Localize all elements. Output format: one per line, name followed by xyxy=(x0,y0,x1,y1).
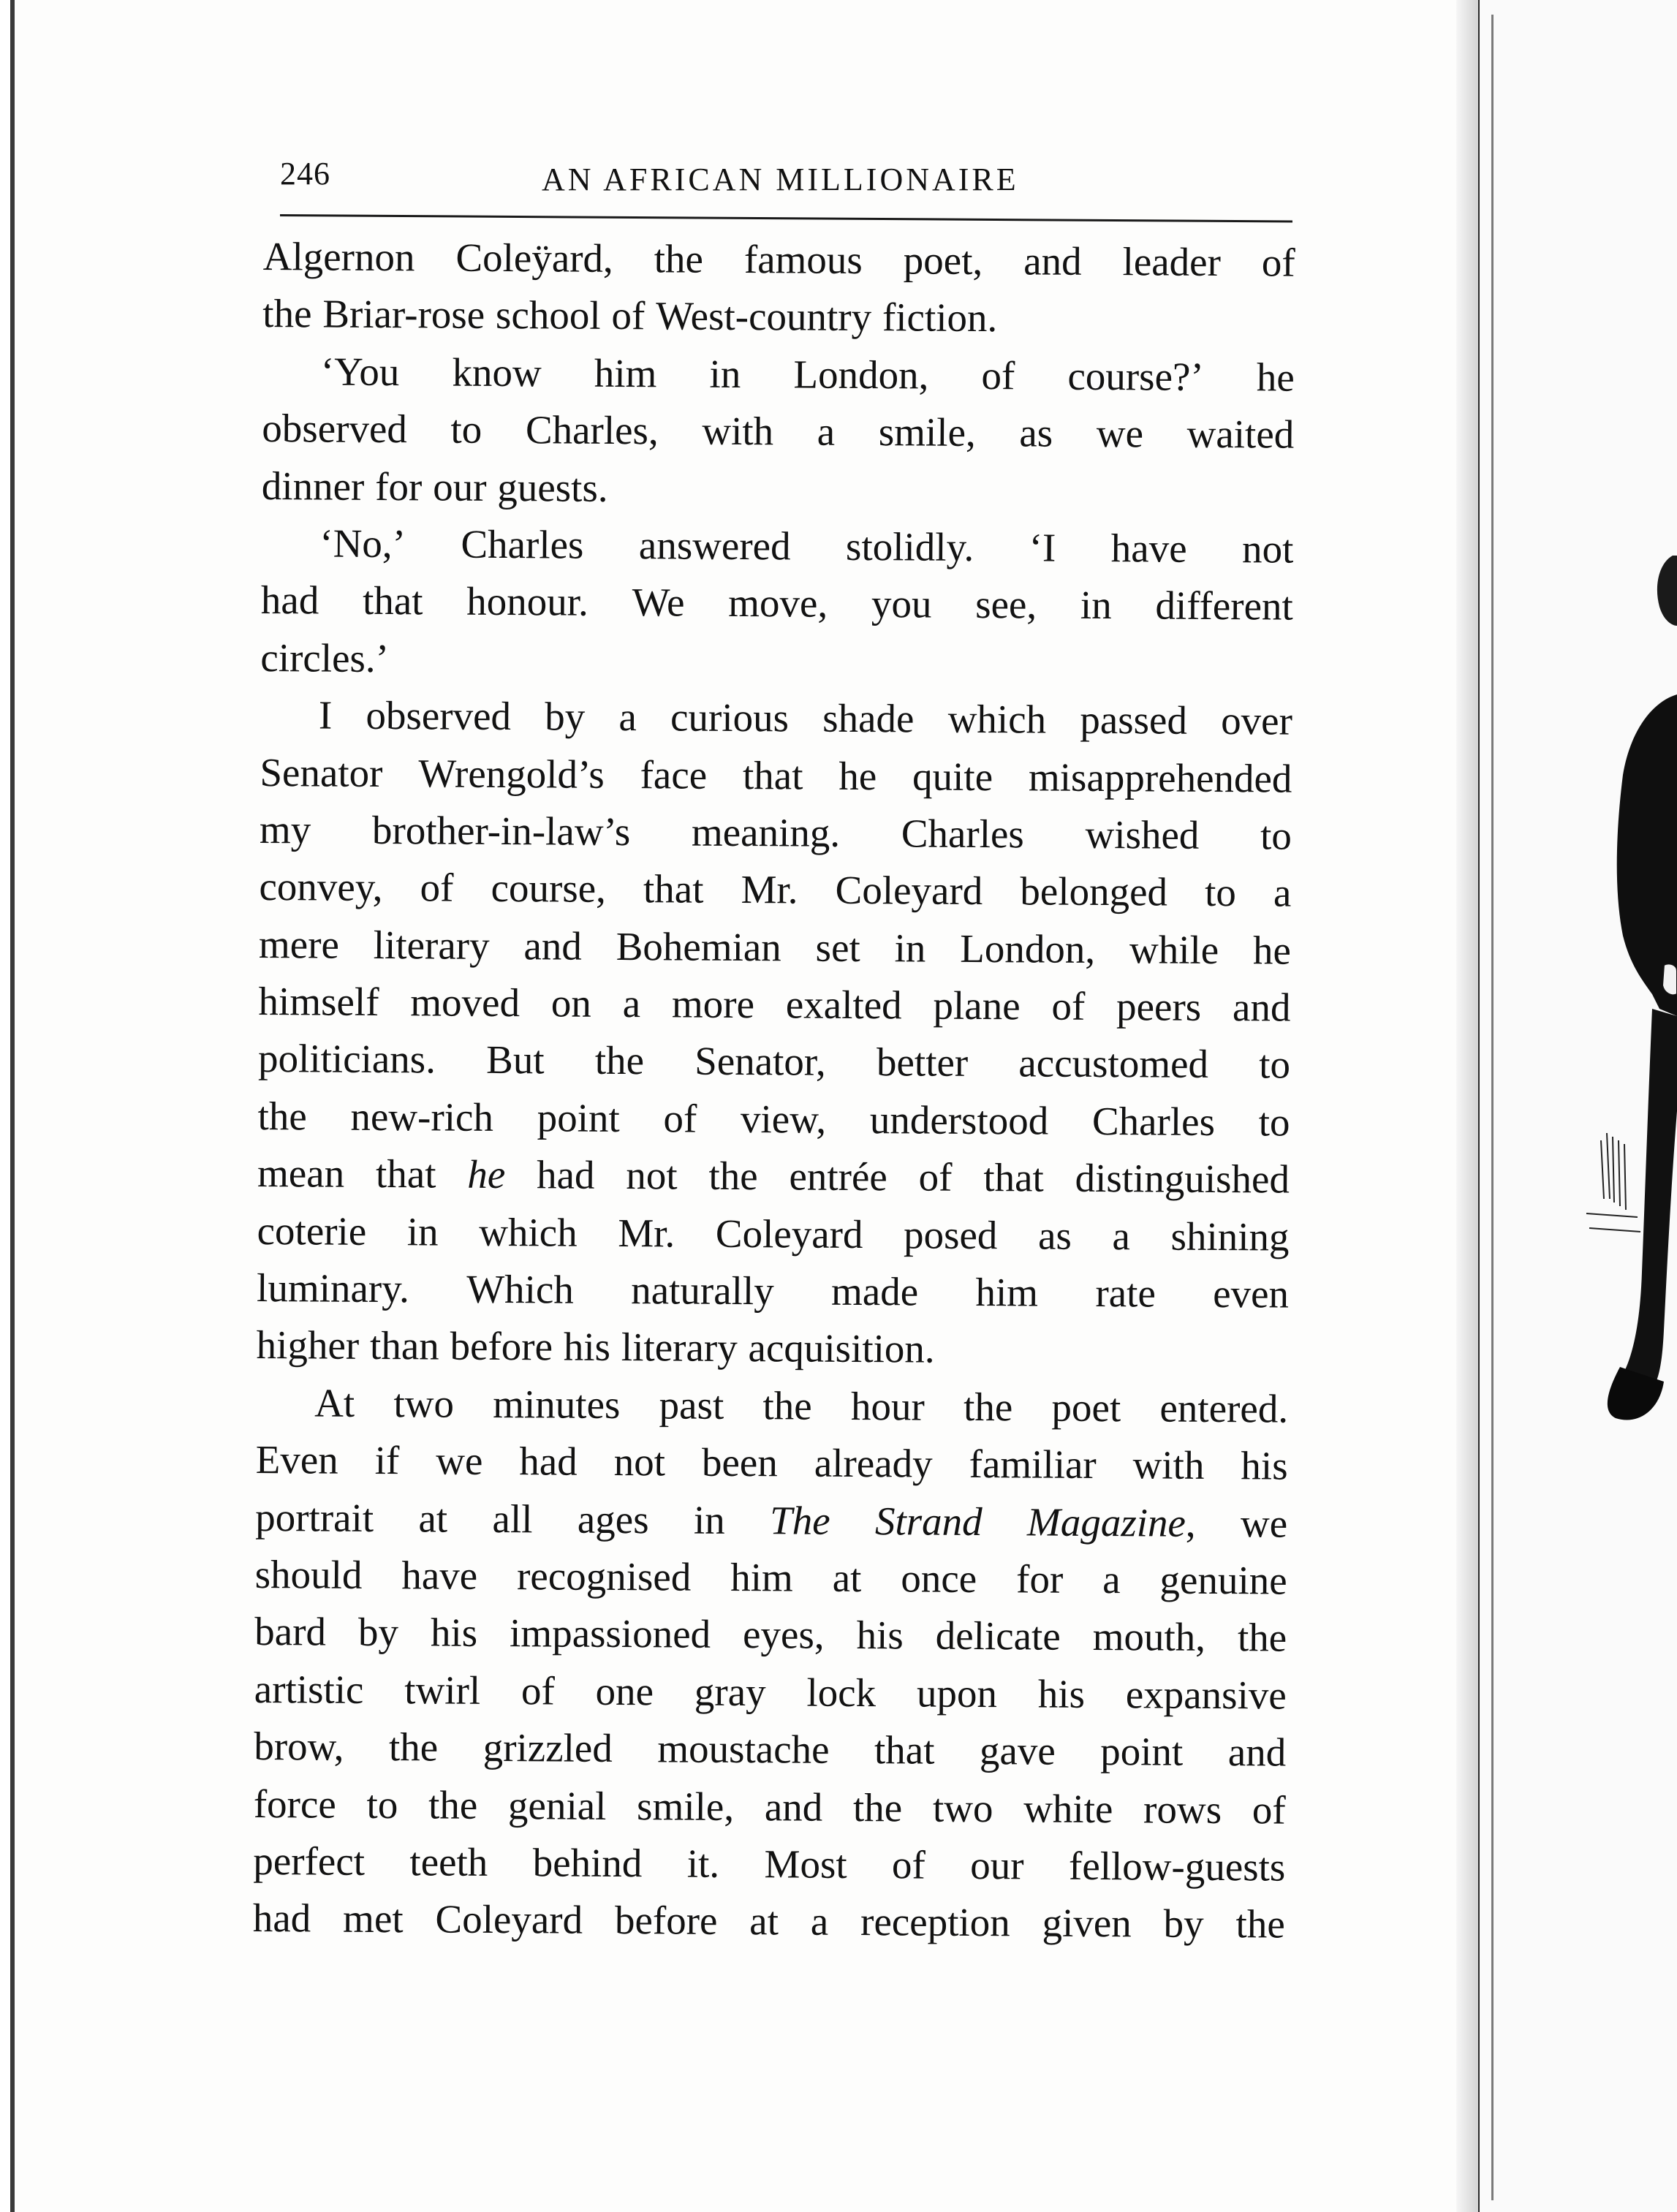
word: rows xyxy=(1143,1786,1222,1832)
word: Mr. xyxy=(618,1210,675,1256)
text-line xyxy=(261,515,1293,578)
text-line xyxy=(255,1546,1287,1610)
word: the xyxy=(1237,1615,1287,1660)
word: reception xyxy=(860,1899,1010,1945)
word: ‘No,’ xyxy=(319,520,406,567)
word: not xyxy=(613,1439,666,1485)
word: London, xyxy=(793,352,929,398)
word: should xyxy=(254,1551,363,1597)
word: convey, xyxy=(259,864,383,910)
word: for xyxy=(375,463,423,509)
word: on xyxy=(550,980,592,1026)
word: stolidly. xyxy=(845,523,974,569)
text-line xyxy=(255,1489,1287,1553)
running-title: AN AFRICAN MILLIONAIRE xyxy=(542,162,1019,197)
text-line xyxy=(260,744,1292,808)
word: Coleÿard, xyxy=(455,235,613,281)
word: exalted xyxy=(785,982,902,1028)
word: naturally xyxy=(631,1268,774,1314)
word: recognised xyxy=(516,1553,692,1599)
word: in xyxy=(894,925,926,971)
word: our xyxy=(970,1842,1024,1888)
word: Mr. xyxy=(741,867,798,912)
word: while xyxy=(1129,926,1219,972)
word: different xyxy=(1155,583,1293,629)
word: Strand xyxy=(874,1498,983,1544)
word: at xyxy=(418,1495,448,1541)
word: all xyxy=(492,1496,533,1541)
word: know xyxy=(452,349,542,395)
word: dinner xyxy=(261,463,365,509)
word: and xyxy=(523,923,583,969)
word: one xyxy=(595,1668,654,1714)
word: answered xyxy=(638,523,791,569)
word: point xyxy=(1100,1729,1184,1774)
word: that xyxy=(742,752,803,798)
word: with xyxy=(702,408,774,454)
word: by xyxy=(545,694,586,739)
page-number: 246 xyxy=(280,156,330,192)
word: to xyxy=(1259,1042,1291,1088)
word: genial xyxy=(507,1782,607,1828)
word: higher xyxy=(256,1322,360,1368)
text-line xyxy=(256,1317,1288,1380)
word: Bohemian xyxy=(616,923,781,970)
word: new-rich xyxy=(350,1094,494,1140)
word: that xyxy=(362,578,423,624)
word: expansive xyxy=(1125,1672,1287,1718)
word: that xyxy=(643,866,704,912)
word: he xyxy=(467,1151,506,1197)
word: London, xyxy=(960,925,1096,971)
word: Charles xyxy=(1091,1098,1216,1144)
word: genuine xyxy=(1159,1557,1287,1603)
word: posed xyxy=(903,1212,998,1257)
text-line xyxy=(260,629,1292,693)
word: leader xyxy=(1122,239,1222,285)
word: the xyxy=(428,1781,478,1827)
word: not xyxy=(626,1153,678,1198)
word: Charles xyxy=(901,811,1025,857)
word: of xyxy=(663,1096,697,1141)
word: that xyxy=(983,1155,1044,1200)
word: gray xyxy=(694,1669,766,1715)
text-line xyxy=(256,1374,1288,1438)
word: upon xyxy=(916,1670,998,1716)
word: hour xyxy=(850,1383,925,1429)
word: him xyxy=(594,350,657,396)
word: Algernon xyxy=(262,233,415,280)
word: twirl xyxy=(404,1667,481,1713)
word: you xyxy=(871,581,932,626)
word: behind xyxy=(532,1840,643,1886)
word: portrait xyxy=(255,1494,374,1540)
word: We xyxy=(632,580,685,625)
word: if xyxy=(374,1438,400,1483)
word: acquisition. xyxy=(748,1325,935,1372)
word: But xyxy=(485,1037,545,1083)
word: him xyxy=(730,1554,794,1600)
text-line xyxy=(255,1431,1287,1495)
text-line xyxy=(262,458,1294,521)
word: to xyxy=(1204,870,1237,915)
word: poet xyxy=(1051,1385,1121,1431)
word: Charles, xyxy=(525,407,659,453)
word: my xyxy=(259,806,311,852)
word: belonged xyxy=(1020,868,1168,914)
word: past xyxy=(659,1382,724,1428)
word: entered. xyxy=(1159,1385,1289,1431)
word: had xyxy=(536,1152,595,1198)
word: more xyxy=(671,981,755,1027)
text-line xyxy=(259,916,1291,980)
word: view, xyxy=(740,1096,827,1142)
text-line xyxy=(254,1718,1286,1781)
word: a xyxy=(622,981,641,1026)
word: already xyxy=(814,1440,933,1486)
word: he xyxy=(1252,927,1292,973)
word: made xyxy=(830,1268,919,1314)
word: move, xyxy=(728,580,828,626)
word: the xyxy=(852,1784,903,1830)
word: his xyxy=(1241,1443,1288,1488)
word: distinguished xyxy=(1075,1156,1290,1202)
word: over xyxy=(1220,698,1293,743)
word: met xyxy=(342,1896,404,1942)
word: curious xyxy=(670,694,790,741)
word: school xyxy=(495,292,601,338)
word: eyes, xyxy=(742,1612,825,1658)
word: literary xyxy=(621,1325,738,1371)
word: the xyxy=(594,1038,645,1083)
word: to xyxy=(1258,1099,1290,1145)
word: in xyxy=(1080,583,1112,628)
word: ‘You xyxy=(320,349,400,394)
text-line xyxy=(261,572,1293,635)
word: famous xyxy=(743,237,863,283)
word: as xyxy=(1037,1213,1072,1258)
word: passed xyxy=(1080,697,1188,743)
text-line xyxy=(257,1202,1289,1266)
word: we xyxy=(1096,411,1144,456)
facing-page-edge xyxy=(1491,15,1494,2200)
text-line xyxy=(254,1661,1287,1724)
text-line xyxy=(253,1833,1285,1896)
word: the xyxy=(762,1383,812,1428)
word: had xyxy=(519,1439,578,1484)
text-line xyxy=(257,1260,1289,1323)
word: and xyxy=(1232,985,1291,1030)
word: Which xyxy=(466,1266,575,1312)
word: minutes xyxy=(493,1381,621,1427)
word: teeth xyxy=(409,1839,488,1885)
word: a xyxy=(810,1898,829,1944)
word: fiction. xyxy=(882,295,998,341)
word: literary xyxy=(373,922,490,968)
text-line xyxy=(259,858,1291,922)
word: the xyxy=(654,236,704,281)
word: which xyxy=(947,696,1047,742)
word: West-country xyxy=(655,293,872,340)
word: Briar-rose xyxy=(322,291,485,338)
word: accustomed xyxy=(1018,1040,1209,1087)
word: bard xyxy=(254,1609,327,1654)
text-line xyxy=(258,973,1290,1037)
word: peers xyxy=(1116,984,1202,1029)
word: smile, xyxy=(636,1783,735,1829)
word: of xyxy=(1261,240,1295,285)
word: The xyxy=(769,1497,830,1543)
word: in xyxy=(406,1208,439,1254)
word: that xyxy=(375,1151,436,1197)
word: by xyxy=(357,1610,399,1655)
word: by xyxy=(1163,1901,1204,1947)
word: have xyxy=(1110,526,1187,571)
word: for xyxy=(1015,1556,1064,1602)
word: coterie xyxy=(257,1208,367,1254)
text-line xyxy=(257,1088,1290,1151)
word: misapprehended xyxy=(1028,754,1292,801)
word: brow, xyxy=(254,1724,344,1769)
word: better xyxy=(876,1039,969,1086)
word: to xyxy=(366,1781,398,1827)
word: honour. xyxy=(466,579,589,625)
word: force xyxy=(253,1781,336,1827)
word: poet, xyxy=(903,238,983,284)
word: Coleyard xyxy=(715,1211,863,1257)
word: that xyxy=(874,1727,935,1773)
word: face xyxy=(640,751,708,798)
word: At xyxy=(314,1380,355,1425)
word: Wrengold’s xyxy=(418,750,605,797)
word: course, xyxy=(491,866,607,912)
word: of xyxy=(611,293,646,338)
word: plane xyxy=(933,982,1021,1029)
word: familiar xyxy=(969,1442,1097,1488)
word: the xyxy=(708,1153,758,1199)
word: the xyxy=(388,1724,439,1770)
word: grizzled xyxy=(482,1725,613,1771)
word: shade xyxy=(822,695,915,741)
word: which xyxy=(479,1209,578,1255)
word: I xyxy=(318,692,333,738)
word: before xyxy=(614,1898,718,1944)
text-line xyxy=(257,1145,1290,1208)
word: him xyxy=(975,1270,1039,1315)
word: his xyxy=(563,1324,611,1370)
text-line xyxy=(262,400,1294,463)
word: to xyxy=(1260,813,1292,858)
word: Coleyard xyxy=(835,868,983,914)
word: Coleyard xyxy=(435,1896,583,1943)
text-line xyxy=(262,285,1295,349)
word: circles.’ xyxy=(260,635,390,681)
word: smile, xyxy=(878,409,976,455)
word: moustache xyxy=(657,1726,830,1772)
word: been xyxy=(701,1439,779,1485)
word: his xyxy=(1037,1671,1086,1716)
word: shining xyxy=(1170,1213,1290,1260)
word: before xyxy=(450,1324,553,1369)
word: brother-in-law’s xyxy=(371,807,631,854)
word: gave xyxy=(979,1728,1056,1773)
word: Magazine, xyxy=(1026,1499,1196,1545)
text-line xyxy=(253,1890,1285,1953)
text-line xyxy=(263,228,1295,292)
word: of xyxy=(1252,1787,1286,1833)
word: we xyxy=(436,1438,483,1484)
word: mere xyxy=(258,921,340,967)
word: course?’ xyxy=(1067,353,1204,399)
word: had xyxy=(252,1895,311,1941)
figure-illustration xyxy=(1572,556,1677,1506)
word: with xyxy=(1132,1442,1205,1488)
word: perfect xyxy=(253,1838,366,1884)
word: we xyxy=(1240,1500,1288,1546)
word: point xyxy=(537,1095,620,1140)
word: at xyxy=(749,1898,779,1944)
word: and xyxy=(1227,1730,1287,1775)
word: to xyxy=(450,406,482,452)
word: had xyxy=(260,577,319,623)
word: mean xyxy=(257,1151,345,1196)
word: in xyxy=(709,351,741,396)
word: white xyxy=(1023,1785,1113,1831)
word: rate xyxy=(1095,1270,1157,1316)
text-line xyxy=(262,343,1295,406)
word: the xyxy=(262,291,312,336)
word: once xyxy=(901,1556,977,1601)
word: and xyxy=(764,1784,823,1830)
text-line xyxy=(254,1603,1287,1667)
word: guests. xyxy=(497,464,608,510)
word: observed xyxy=(262,406,408,452)
word: Senator, xyxy=(694,1039,826,1085)
word: a xyxy=(1112,1213,1131,1258)
word: in xyxy=(693,1497,725,1542)
word: ‘I xyxy=(1029,525,1056,570)
word: as xyxy=(1019,410,1053,455)
word: a xyxy=(1273,870,1292,915)
word: of xyxy=(891,1842,926,1887)
word: see, xyxy=(974,582,1037,627)
word: entrée xyxy=(789,1154,888,1200)
word: wished xyxy=(1085,811,1200,857)
word: mouth, xyxy=(1092,1614,1206,1660)
word: delicate xyxy=(935,1613,1061,1659)
text-line xyxy=(258,1030,1290,1094)
word: observed xyxy=(366,692,512,739)
text-line xyxy=(254,1776,1286,1839)
word: he xyxy=(838,753,877,798)
word: our xyxy=(433,463,487,510)
word: and xyxy=(1023,238,1082,284)
running-head xyxy=(280,145,1303,203)
word: his xyxy=(430,1610,478,1656)
word: two xyxy=(393,1380,455,1426)
word: even xyxy=(1213,1270,1290,1317)
word: himself xyxy=(258,979,379,1025)
word: have xyxy=(401,1553,478,1598)
word: luminary. xyxy=(256,1265,410,1311)
word: Charles xyxy=(461,521,584,567)
word: at xyxy=(832,1555,862,1601)
word: meaning. xyxy=(691,809,841,855)
gutter-shadow xyxy=(1456,0,1478,2212)
word: ages xyxy=(577,1496,649,1542)
word: of xyxy=(981,352,1015,398)
word: waited xyxy=(1186,411,1295,457)
word: understood xyxy=(869,1096,1049,1143)
word: it. xyxy=(686,1841,720,1886)
word: of xyxy=(520,1667,556,1713)
word: two xyxy=(932,1785,993,1830)
word: Most xyxy=(764,1841,847,1887)
word: he xyxy=(1256,355,1295,400)
word: not xyxy=(1241,526,1294,572)
word: lock xyxy=(806,1670,877,1715)
word: moved xyxy=(410,980,520,1026)
text-line xyxy=(260,801,1292,865)
word: set xyxy=(815,925,860,970)
word: impassioned xyxy=(509,1610,711,1657)
word: fellow-guests xyxy=(1068,1843,1286,1890)
word: of xyxy=(420,865,454,910)
text-line xyxy=(260,686,1292,750)
word: artistic xyxy=(254,1666,364,1712)
word: quite xyxy=(912,753,993,799)
word: a xyxy=(618,694,637,740)
word: the xyxy=(963,1384,1013,1430)
word: Senator xyxy=(260,749,383,795)
word: a xyxy=(1102,1557,1121,1602)
word: of xyxy=(1051,983,1086,1029)
word: the xyxy=(1235,1901,1285,1947)
word: politicians. xyxy=(257,1036,436,1082)
word: a xyxy=(817,409,836,454)
word: Even xyxy=(255,1437,338,1482)
body-text xyxy=(253,228,1295,1953)
word: given xyxy=(1042,1900,1132,1946)
word: of xyxy=(918,1154,953,1200)
word: his xyxy=(856,1613,904,1658)
word: than xyxy=(369,1323,439,1368)
word: the xyxy=(257,1093,307,1139)
